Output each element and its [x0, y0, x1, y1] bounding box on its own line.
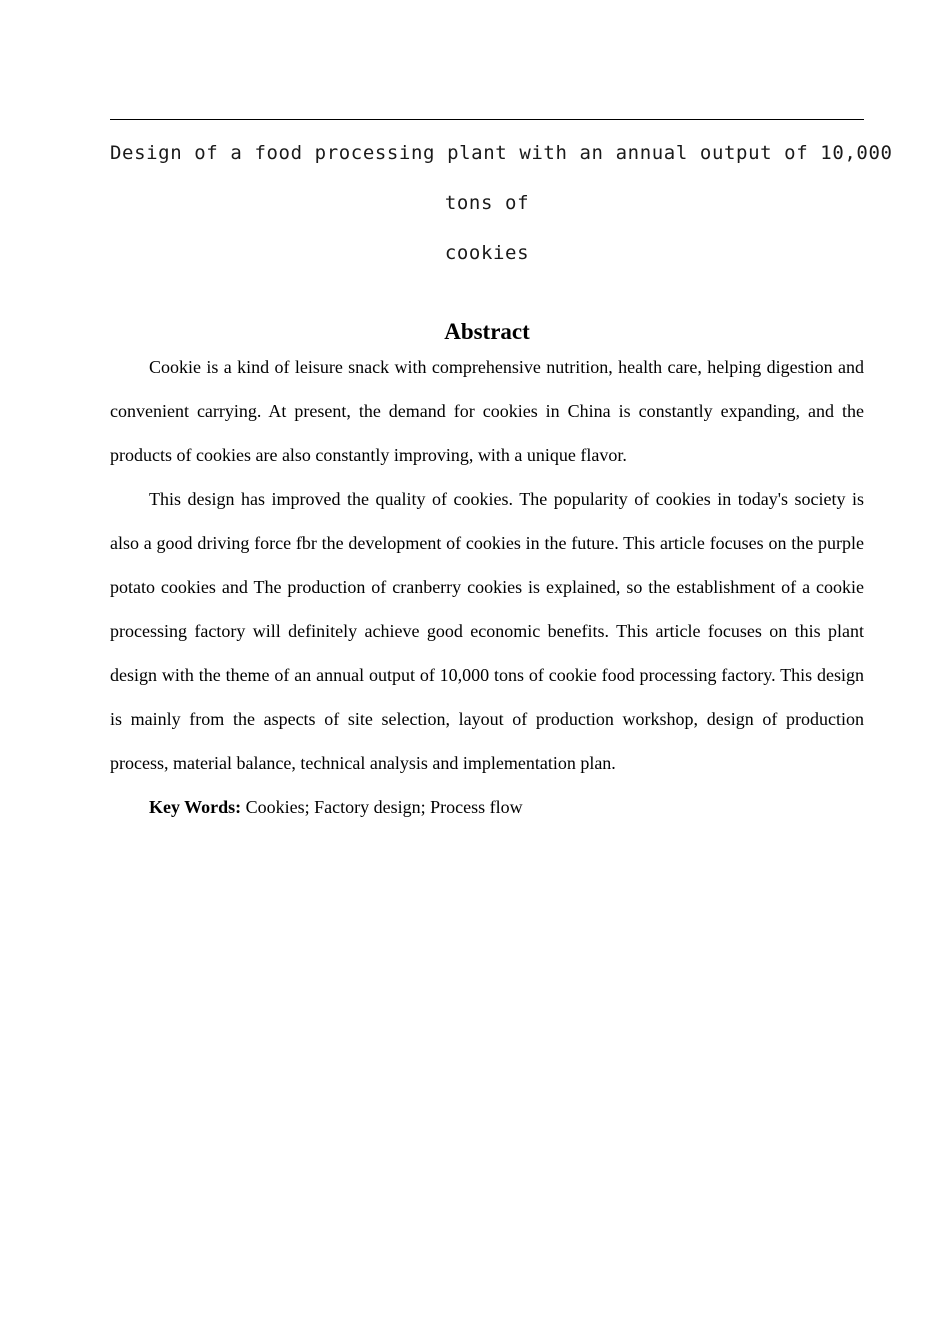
abstract-body: [110, 345, 864, 829]
keywords-value: Cookies; Factory design; Process flow: [241, 797, 523, 817]
header-rule: [110, 119, 864, 120]
abstract-paragraph-2: This design has improved the quality of cookies. The popularity of cookies in today's society is also a good driving force fbr the development of cookies in the future. This article focuses on the purple potato cookies and The production of cranberry cookies is explained, so the establishment of a cookie processing factory will definitely achieve good economic benefits. This article focuses on this plant design with the theme of an annual output of 10,000 tons of cookie food processing factory. This design is mainly from the aspects of site selection, layout of production workshop, design of production process, material balance, technical analysis and implementation plan.: [110, 489, 864, 773]
title-line-2: tons of: [444, 192, 530, 214]
keywords-label: Key Words:: [149, 797, 242, 817]
abstract-heading: Abstract: [444, 319, 530, 344]
document-title: [110, 136, 893, 286]
keywords-line: [110, 785, 864, 829]
abstract-paragraph-1: Cookie is a kind of leisure snack with comprehensive nutrition, health care, helping digestion and convenient carrying. At present, the demand for cookies in China is constantly expanding, and the products of cookies are also constantly improving, with a unique flavor.: [110, 357, 864, 465]
title-line-3: cookies: [444, 242, 530, 264]
title-line-1: Design of a food processing plant with an annual output of 10,000: [110, 142, 893, 164]
